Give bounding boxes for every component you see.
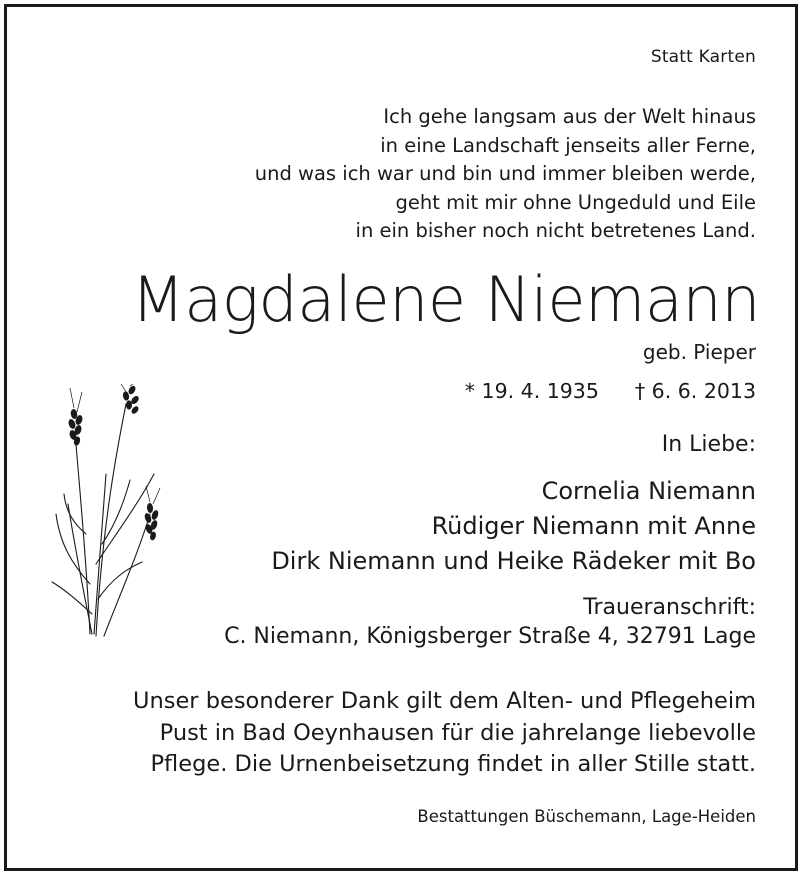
poem-line: geht mit mir ohne Ungeduld und Eile [395,190,756,214]
deceased-name: Magdalene Niemann [131,263,760,336]
undertaker-credit: Bestattungen Büschemann, Lage-Heiden [417,807,756,826]
death-date: † 6. 6. 2013 [634,379,756,403]
mourners-intro: In Liebe: [661,432,756,457]
maiden-name: geb. Pieper [642,340,756,364]
poem-line: und was ich war und bin und immer bleiben werde, [254,162,756,185]
thanks-line: Pflege. Die Urnenbeisetzung findet in aller Stille statt. [150,751,756,777]
thanks-line: Pust in Bad Oeynhausen für die jahrelange liebevolle [159,719,756,746]
mourner-name: Dirk Niemann und Heike Rädeker mit Bo [271,547,756,575]
thanks-line: Unser besonderer Dank gilt dem Alten- und Pflegeheim [133,688,756,714]
poem-line: Ich gehe langsam aus der Welt hinaus [383,105,756,128]
poem [255,103,756,246]
birth-date: * 19. 4. 1935 [464,379,599,403]
poem-line: in eine Landschaft jenseits aller Ferne, [380,133,756,157]
wheat-ears-icon [46,384,166,644]
mourner-list [271,474,756,579]
mourner-name: Cornelia Niemann [541,477,756,505]
address-line: C. Niemann, Königsberger Straße 4, 32791 Lage [224,624,756,649]
statt-karten-label: Statt Karten [650,47,756,67]
thanks-text [133,686,756,781]
life-dates [465,379,756,403]
address-label: Traueranschrift: [583,595,756,620]
mourner-name: Rüdiger Niemann mit Anne [431,512,756,540]
poem-line: in ein bisher noch nicht betretenes Land. [355,219,756,242]
